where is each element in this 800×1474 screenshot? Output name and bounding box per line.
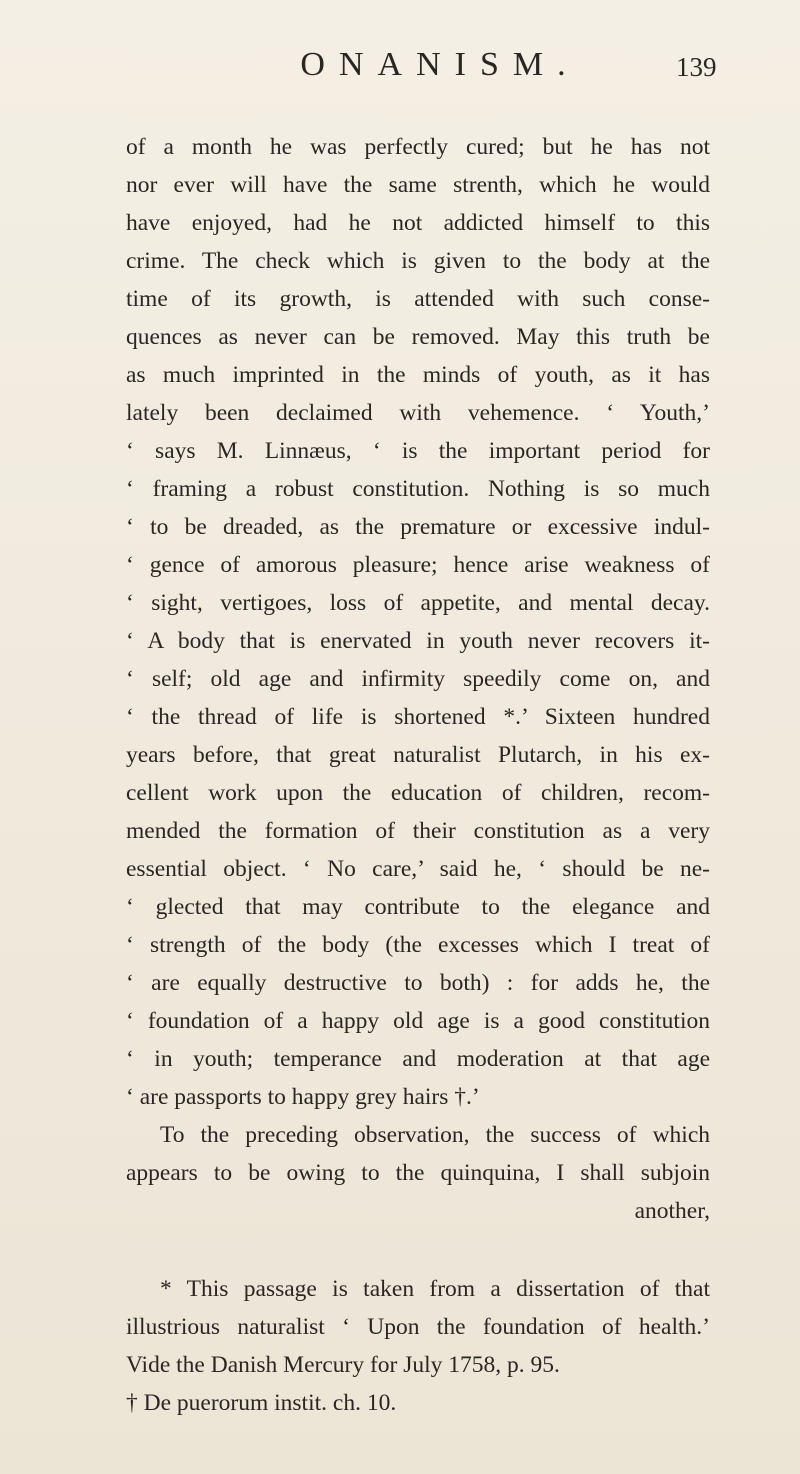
text-line: crime. The check which is given to the body at the	[126, 248, 710, 274]
text-line: lately been declaimed with vehemence. ‘ Youth,’	[126, 400, 710, 426]
text-line: time of its growth, is attended with such conse-	[126, 286, 710, 312]
text-line: of a month he was perfectly cured; but he has not	[126, 134, 710, 160]
text-line: have enjoyed, had he not addicted himself to this	[126, 210, 710, 236]
text-line: ‘ foundation of a happy old age is a good constitution	[126, 1008, 710, 1034]
text-line: nor ever will have the same strenth, which he would	[126, 172, 710, 198]
text-line: ‘ to be dreaded, as the premature or excessive indul-	[126, 514, 710, 540]
footnote-line: illustrious naturalist ‘ Upon the foundation of health.’	[126, 1314, 710, 1340]
footnote-line: Vide the Danish Mercury for July 1758, p. 95.	[126, 1352, 560, 1378]
text-line: ‘ sight, vertigoes, loss of appetite, and mental decay.	[126, 590, 710, 616]
text-line: mended the formation of their constitution as a very	[126, 818, 710, 844]
text-line: ‘ the thread of life is shortened *.’ Sixteen hundred	[126, 704, 710, 730]
text-line: ‘ framing a robust constitution. Nothing is so much	[126, 476, 710, 502]
body-text	[126, 128, 710, 1422]
footnote-line: † De puerorum instit. ch. 10.	[126, 1390, 397, 1416]
text-line: ‘ glected that may contribute to the elegance and	[126, 894, 710, 920]
text-line: as much imprinted in the minds of youth, as it has	[126, 362, 710, 388]
footnote-spacer	[126, 1230, 710, 1270]
page-number: 139	[676, 52, 717, 82]
footnote-line: * This passage is taken from a dissertation of that	[160, 1276, 710, 1302]
catchword: another,	[634, 1198, 710, 1224]
text-line: cellent work upon the education of children, recom-	[126, 780, 710, 806]
text-line: ‘ are equally destructive to both) : for adds he, the	[126, 970, 710, 996]
text-line: appears to be owing to the quinquina, I shall subjoin	[126, 1160, 710, 1186]
text-line: ‘ says M. Linnæus, ‘ is the important period for	[126, 438, 710, 464]
text-line: years before, that great naturalist Plutarch, in his ex-	[126, 742, 710, 768]
text-line: ‘ are passports to happy grey hairs †.’	[126, 1084, 480, 1110]
text-line: ‘ self; old age and infirmity speedily come on, and	[126, 666, 710, 692]
text-line: ‘ in youth; temperance and moderation at that age	[126, 1046, 710, 1072]
text-line: essential object. ‘ No care,’ said he, ‘ should be ne-	[126, 856, 710, 882]
text-line: ‘ strength of the body (the excesses which I treat of	[126, 932, 710, 958]
text-line: ‘ A body that is enervated in youth never recovers it-	[126, 628, 710, 654]
paragraph-start-line: To the preceding observation, the success of which	[160, 1122, 710, 1148]
running-title: ONANISM.	[300, 46, 580, 83]
text-line: ‘ gence of amorous pleasure; hence arise weakness of	[126, 552, 710, 578]
text-line: quences as never can be removed. May this truth be	[126, 324, 710, 350]
